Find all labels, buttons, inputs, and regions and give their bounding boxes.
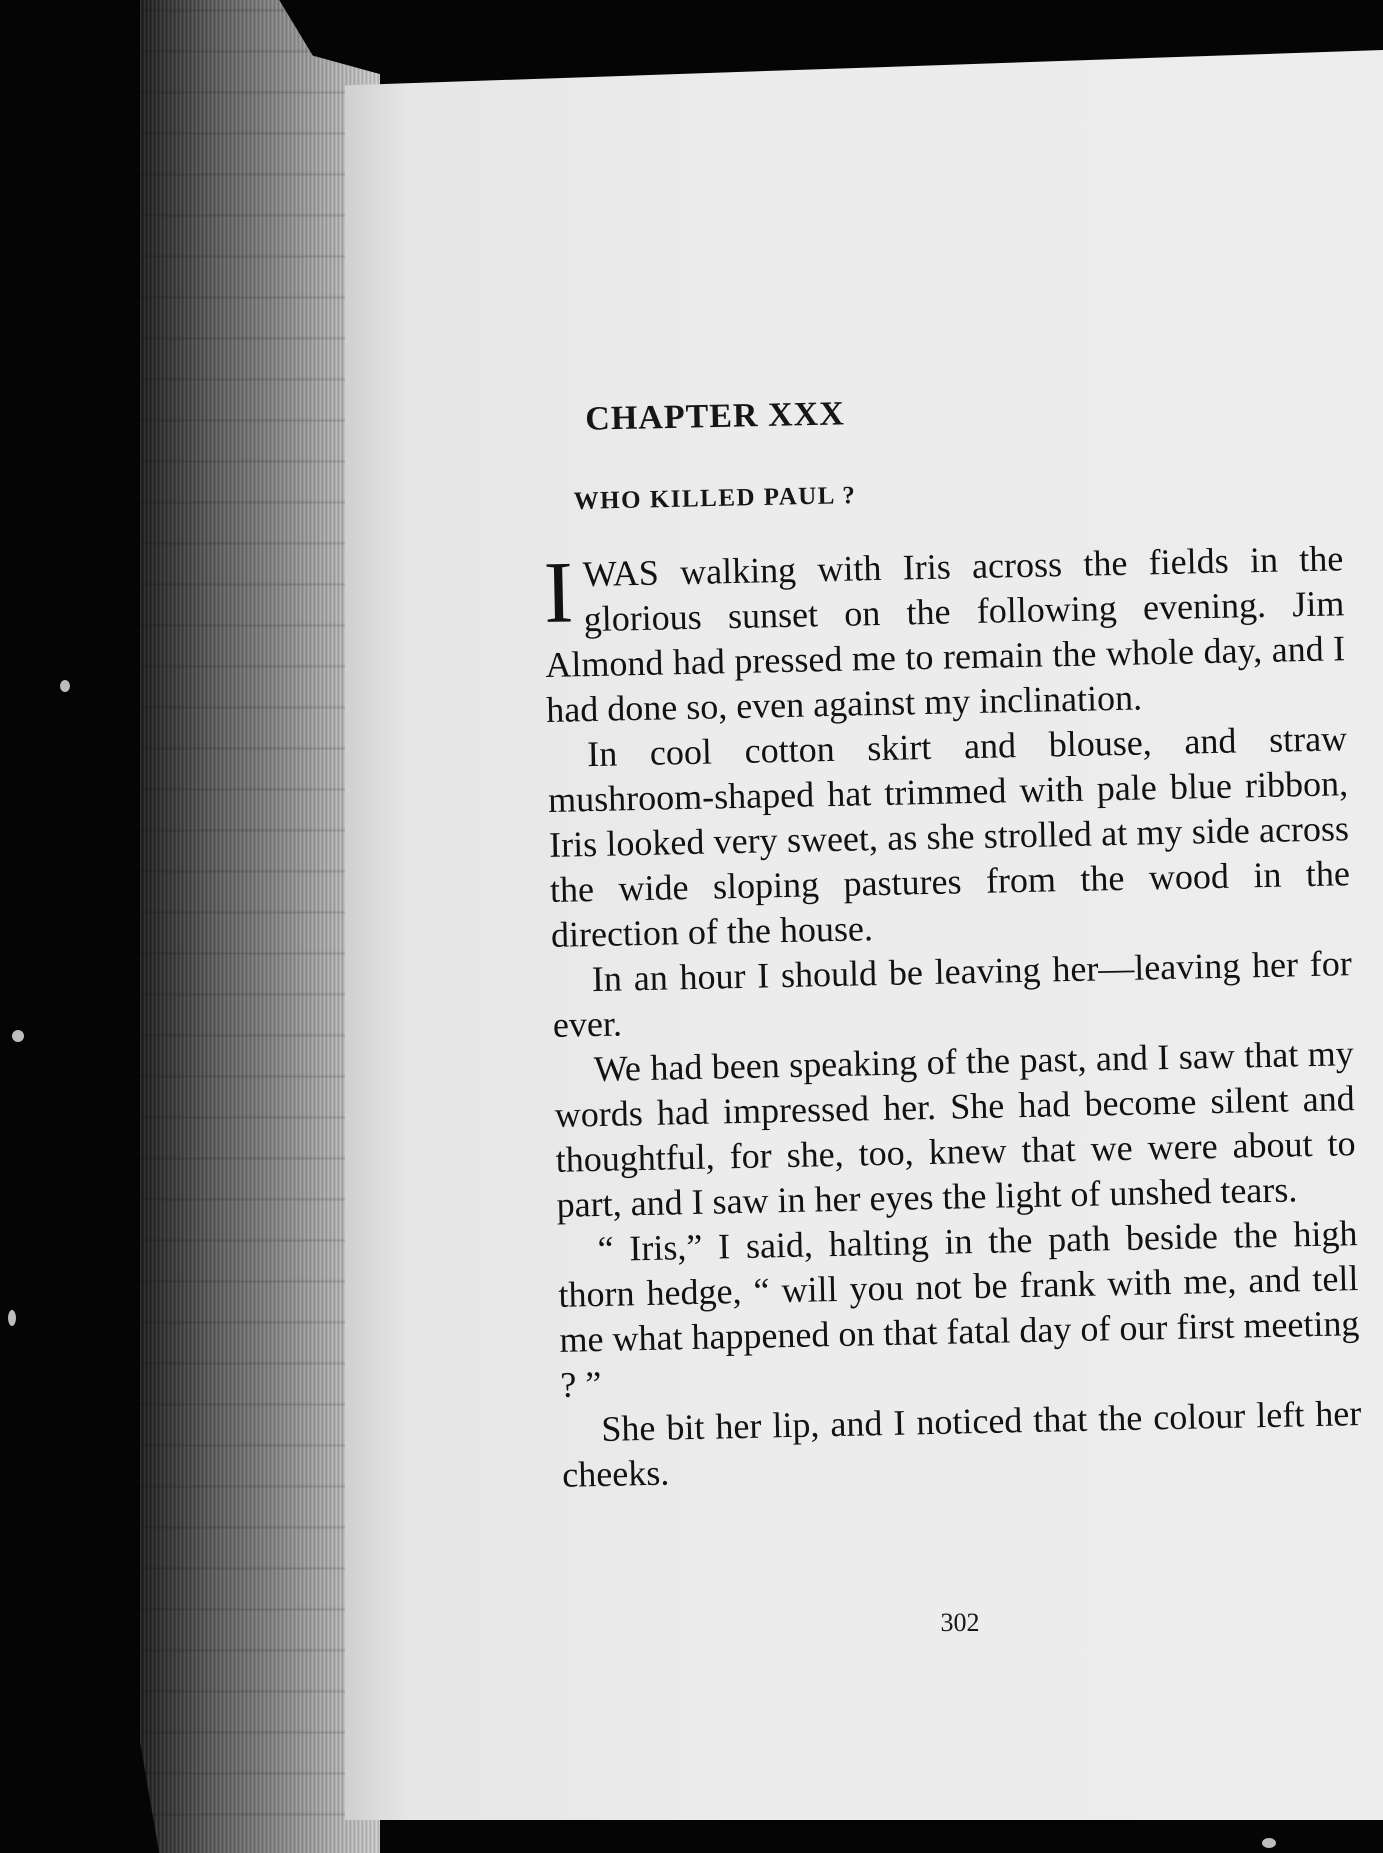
dust-speck — [1262, 1838, 1276, 1848]
page-stack-shading — [140, 0, 380, 1853]
dust-speck — [8, 1310, 16, 1326]
paragraph-text: WAS walking with Iris across the fields in the glorious sunset on the following evening. Jim Almond had pressed me to remain the whole day, and I had done so, even against my inclination. — [544, 538, 1346, 730]
drop-cap: I — [542, 544, 575, 642]
paragraph: We had been speaking of the past, and I saw that my words had impressed her. She had become silent and thoughtful, for she, too, knew that we were about to part, and I saw in her eyes the light of unshed tears. — [554, 1033, 1356, 1225]
chapter-title: CHAPTER XXX — [584, 395, 846, 438]
chapter-body — [543, 536, 1363, 1498]
paragraph: She bit her lip, and I noticed that the colour left her cheeks. — [561, 1393, 1362, 1495]
paragraph: In an hour I should be leaving her—leaving her for ever. — [552, 943, 1353, 1045]
paragraph: “ Iris,” I said, halting in the path beside the high thorn hedge, “ will you not be frank with me, and tell me what happened on that fatal day of our first meeting ? ” — [558, 1213, 1360, 1405]
dust-speck — [60, 680, 70, 692]
page-number: 302 — [940, 1608, 980, 1637]
paragraph — [543, 536, 1347, 733]
chapter-subtitle: WHO KILLED PAUL ? — [573, 482, 857, 515]
paragraph: In cool cotton skirt and blouse, and straw mushroom-shaped hat trimmed with pale blue ribbon, Iris looked very sweet, as she strolled at my side across the wide sloping pastures from the wood in the direction of the house. — [547, 718, 1351, 955]
dust-speck — [12, 1030, 24, 1042]
